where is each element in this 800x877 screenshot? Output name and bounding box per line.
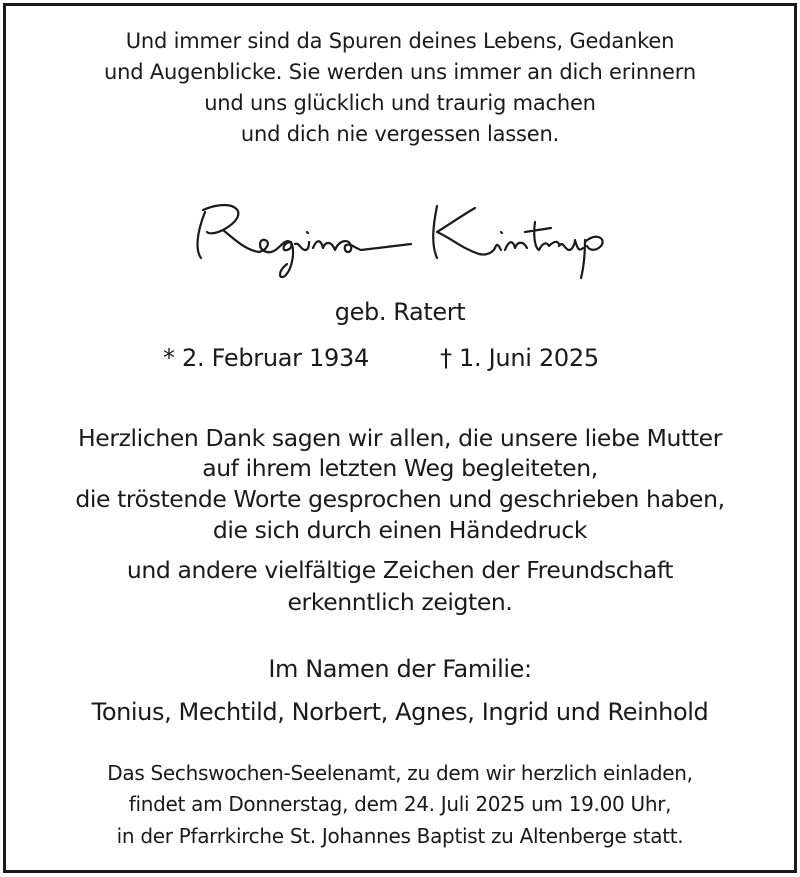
thanks-line: die tröstende Worte gesprochen und geschrieben haben, [75,485,725,513]
maiden-name: geb. Ratert [334,298,466,326]
poem-line: Und immer sind da Spuren deines Lebens, Gedanken [125,29,675,53]
service-line: Das Sechswochen-Seelenamt, zu dem wir herzlich einladen, [107,761,693,785]
birth-date: * 2. Februar 1934 [163,344,369,372]
family-intro: Im Namen der Familie: [268,655,532,683]
poem-line: und Augenblicke. Sie werden uns immer an dich erinnern [104,60,696,84]
thanks-line: Herzlichen Dank sagen wir allen, die unsere liebe Mutter [78,424,722,452]
thanks-line: und andere vielfältige Zeichen der Freundschaft [126,556,674,584]
deceased-name-signature [175,192,615,282]
thanks-line: erkenntlich zeigten. [287,588,513,616]
thanks-line: auf ihrem letzten Weg begleiteten, [202,454,598,482]
poem-line: und uns glücklich und traurig machen [204,91,596,115]
death-date: † 1. Juni 2025 [440,344,599,372]
service-line: in der Pfarrkirche St. Johannes Baptist zu Altenberge statt. [116,824,684,848]
thanks-line: die sich durch einen Händedruck [212,516,588,544]
family-names: Tonius, Mechtild, Norbert, Agnes, Ingrid und Reinhold [91,698,709,726]
service-line: findet am Donnerstag, dem 24. Juli 2025 um 19.00 Uhr, [128,792,672,816]
poem-line: und dich nie vergessen lassen. [240,122,560,146]
